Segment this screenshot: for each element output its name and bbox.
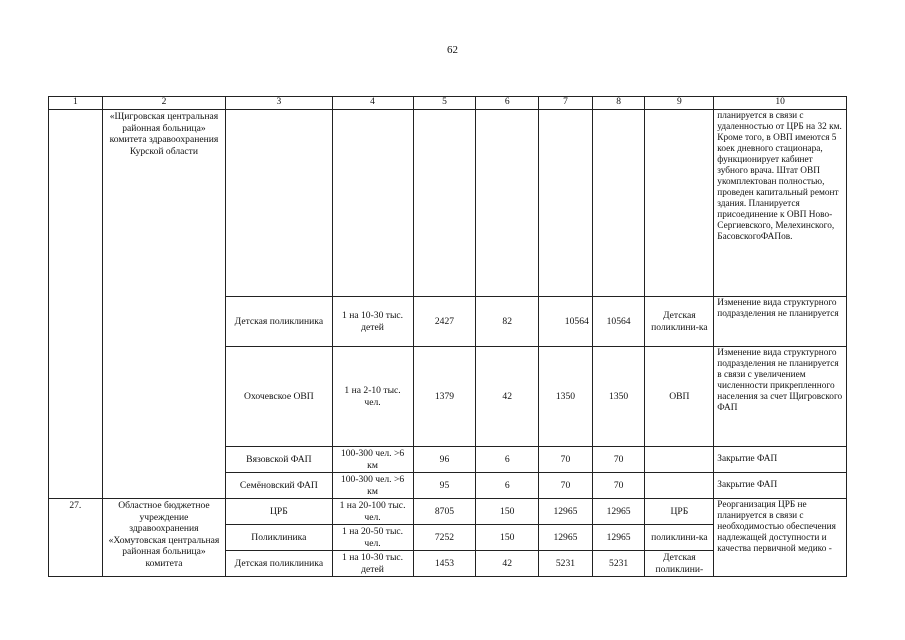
note-cell: Закрытие ФАП xyxy=(714,447,847,473)
institution-cell: «Щигровская центральная районная больница» комитета здравоохранения Курской области xyxy=(102,110,226,499)
norm-cell: 100-300 чел. >6 км xyxy=(332,473,413,499)
value-cell: 70 xyxy=(592,447,645,473)
type-cell: Детская поликлини- xyxy=(645,551,714,577)
value-cell: 7252 xyxy=(413,525,476,551)
table-cell xyxy=(476,110,539,297)
value-cell: 2427 xyxy=(413,297,476,347)
value-cell: 96 xyxy=(413,447,476,473)
norm-cell: 1 на 20-100 тыс. чел. xyxy=(332,499,413,525)
value-cell: 70 xyxy=(592,473,645,499)
header-cell: 5 xyxy=(413,97,476,110)
header-cell: 9 xyxy=(645,97,714,110)
norm-cell: 1 на 10-30 тыс. детей xyxy=(332,551,413,577)
type-cell: Детская поликлини-ка xyxy=(645,297,714,347)
value-cell: 12965 xyxy=(539,499,593,525)
row-number-cell xyxy=(49,110,103,499)
note-cell: планируется в связи с удаленностью от ЦРБ на 32 км. Кроме того, в ОВП имеются 5 коек дневного стационара, функционирует кабинет зубного врача. Штат ОВП укомплектован полностью, проведен капитальный ремонт здания. Планируется присоединение к ОВП Ново-Сергиевского, Мелехинского, БасовскогоФАПов. xyxy=(714,110,847,297)
header-cell: 10 xyxy=(714,97,847,110)
unit-cell: Вязовской ФАП xyxy=(226,447,332,473)
header-cell: 7 xyxy=(539,97,593,110)
header-row xyxy=(49,97,847,110)
value-cell: 150 xyxy=(476,525,539,551)
value-cell: 42 xyxy=(476,551,539,577)
value-cell: 150 xyxy=(476,499,539,525)
note-cell: Закрытие ФАП xyxy=(714,473,847,499)
value-cell: 8705 xyxy=(413,499,476,525)
header-cell: 4 xyxy=(332,97,413,110)
value-cell: 70 xyxy=(539,473,593,499)
norm-cell: 1 на 2-10 тыс. чел. xyxy=(332,347,413,447)
unit-cell: Поликлиника xyxy=(226,525,332,551)
unit-cell: Семёновский ФАП xyxy=(226,473,332,499)
table-cell xyxy=(592,110,645,297)
page-number: 62 xyxy=(447,44,458,56)
header-cell: 6 xyxy=(476,97,539,110)
value-cell: 1379 xyxy=(413,347,476,447)
table-row xyxy=(49,499,847,525)
type-cell: ЦРБ xyxy=(645,499,714,525)
facilities-table xyxy=(48,96,847,577)
value-cell: 70 xyxy=(539,447,593,473)
header-cell: 1 xyxy=(49,97,103,110)
type-cell: ОВП xyxy=(645,347,714,447)
unit-cell: ЦРБ xyxy=(226,499,332,525)
unit-cell: Детская поликлиника xyxy=(226,551,332,577)
value-cell: 6 xyxy=(476,447,539,473)
value-cell: 10564 xyxy=(592,297,645,347)
table-cell xyxy=(413,110,476,297)
note-cell: Реорганизация ЦРБ не планируется в связи с необходимостью обеспечения надлежащей доступности и качества первичной медико - xyxy=(714,499,847,577)
value-cell: 12965 xyxy=(592,499,645,525)
value-cell: 1350 xyxy=(539,347,593,447)
value-cell: 5231 xyxy=(539,551,593,577)
row-number-cell: 27. xyxy=(49,499,103,577)
unit-cell: Охочевское ОВП xyxy=(226,347,332,447)
type-cell: поликлини-ка xyxy=(645,525,714,551)
value-cell: 6 xyxy=(476,473,539,499)
norm-cell: 100-300 чел. >6 км xyxy=(332,447,413,473)
note-cell: Изменение вида структурного подразделения не планируется в связи с увеличением численности прикрепленного населения за счет Щигровского ФАП xyxy=(714,347,847,447)
header-cell: 3 xyxy=(226,97,332,110)
note-cell: Изменение вида структурного подразделения не планируется xyxy=(714,297,847,347)
value-cell: 95 xyxy=(413,473,476,499)
type-cell xyxy=(645,473,714,499)
header-cell: 8 xyxy=(592,97,645,110)
table-cell xyxy=(645,110,714,297)
value-cell: 42 xyxy=(476,347,539,447)
norm-cell: 1 на 20-50 тыс. чел. xyxy=(332,525,413,551)
type-cell xyxy=(645,447,714,473)
table-cell xyxy=(539,110,593,297)
table-cell xyxy=(226,110,332,297)
unit-cell: Детская поликлиника xyxy=(226,297,332,347)
institution-cell: Областное бюджетное учреждение здравоохранения «Хомутовская центральная районная больница» комитета xyxy=(102,499,226,577)
value-cell: 1350 xyxy=(592,347,645,447)
value-cell: 82 xyxy=(476,297,539,347)
table-row xyxy=(49,110,847,297)
value-cell: 1453 xyxy=(413,551,476,577)
value-cell: 12965 xyxy=(592,525,645,551)
value-cell: 10564 xyxy=(539,297,593,347)
norm-cell: 1 на 10-30 тыс. детей xyxy=(332,297,413,347)
value-cell: 5231 xyxy=(592,551,645,577)
value-cell: 12965 xyxy=(539,525,593,551)
header-cell: 2 xyxy=(102,97,226,110)
table-cell xyxy=(332,110,413,297)
